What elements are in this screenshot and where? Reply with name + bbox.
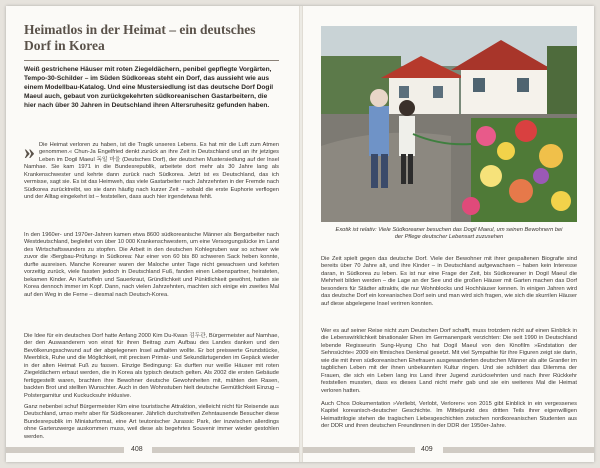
book-spread: [6, 6, 594, 462]
page-number-bar: [443, 447, 594, 453]
title-divider: [24, 60, 279, 61]
body-paragraph: Die Idee für ein deutsches Dorf hatte Anfang 2000 Kim Du-Kwan 김두관, Bürgermeister auf Namhae, der den Auswanderern von einst für ihren Beitrag zum Aufbau des Landes danken und den Bevölkerungsschwund auf der abgelegenen Insel aufhalten wollte. Er bot preiswerte Grundstücke, Meerblick, Ruhe und die Möglichkeit, mit precisen Primär- und Sekundärtugenden im Gepäck wieder in der alten Heimat Fuß zu fassen. Einzige Bedingung: Es durften nur weiße Häuser mit roten Ziegeldächern erbaut werden, die in Korea als typisch deutsch gelten. Als 2002 die ersten Gebäude fertiggestellt waren, brachten ihre Bewohner deutsche Gewohnheiten mit, mähten den Rasen, backten Brot und stellten Wunschter. Auch in den Wohnstuben hielt deutsche Gemütlichkeit Einzug – Polstergarnitur und Kuckucksuhr inklusive.: [24, 333, 279, 399]
page-number: 408: [131, 446, 143, 453]
body-paragraph: In den 1960er- und 1970er-Jahren kamen etwa 8600 südkoreanische Männer als Bergarbeiter nach Westdeutschland, begleitet von über 10 000 Krankenschwestern, um eine Versorgungslücke im Land des Wirtschaftswunders zu stopfen. Die Arbeit in den deutschen Kohlegruben war so schwer wie zuvor die ›Bergbau-Prüfung‹ in Südkorea: Nur einer von 60 bis 80 schweren Sack heben konnte, durfte ausreisen. Manche Koreaner waren der Maloche unter Tage nicht gewachsen und kehrten vorzeitig zurück, viele fassten jedoch in Deutschland Fuß, fanden einen Lebenspartner, heirateten, bekamen Kinder. An Kartoffeln und Sauerkraut, Gründlichkeit und Pünktlichkeit gewöhnt, hatten sie Korea dennoch immer im Kopf. Dann, nach vielen Jahrzehnten, machten sich einige ein zweites Mal auf den Weg in die Ferne – diesmal nach Deutsch-Korea.: [24, 232, 279, 298]
left-page: [6, 6, 299, 462]
body-paragraph: Ganz nebenbei schuf Bürgermeister Kim eine touristische Attraktion, vielleicht nicht für Reisende aus Deutschland, umso mehr aber für Südkoreaner. Jährlich durchstreifen Zehntausende Besucher diese Bundesrepublik im Miniaturformat, eine Art teutonischer Jurassic Park, der inzwischen allerdings ohne Gartenzwerge auskommen muss, weil diese als begehrtes Souvenir immer wieder gestohlen werden.: [24, 404, 279, 440]
body-paragraph: Die Zeit spielt gegen das deutsche Dorf. Viele der Bewohner mit ihrer gespaltenen Biografie sind bereits über 70 Jahre alt, und ihre Kinder – in Deutschland aufgewachsen – haben kein Interesse daran, in Südkorea zu leben. Es ist nur eine Frage der Zeit, bis Südkoreaner in Dogil Maeul die Mehrheit bilden werden – die Lage an der See und die großen Häuser mit Garten machen das Dorf besonders für Städter attraktiv, die nur Wohnblocks und Hochhäuser kennen. In einigen Jahren wird das deutsche Dorf ein koreanisches Dorf sein und man wird sich fragen, wie sich die skurrilen Häuser auf diese abgelegene Insel verirren konnten.: [321, 256, 577, 307]
right-page: [303, 6, 594, 462]
photo-caption: Exotik ist relativ: Viele Südkoreaner besuchen das Dogil Maeul, um seinen Bewohnern bei der Pflege deutscher Lebensart zuzusehen: [335, 227, 563, 241]
body-paragraph: Die Heimat verloren zu haben, ist die Tragik unseres Lebens. Es hat mir die Luft zum Atmen genommen.« Chun-Ja Engelfried denkt zurück an ihre Zeit in Deutschland und an ihr jetziges Leben im Dogil Maeul 독일 마을 (Deutsches Dorf), der deutschen Mustersiedlung auf der Insel Namhae. Sie kam 1971 in die Bundesrepublik, arbeitete dort mehr als 30 Jahre lang als Krankenschwester und kehrte dann zurück nach Südkorea. Jetzt ist es Deutschland, das ich vermisse, sagt sie. Es ist das Heimweh, das viele Gastarbeiter nach Jahrzehnten in der Fremde nach Südkorea zurücktreibt, wo sie dann häufig nach kurzer Zeit – sobald die erste Euphorie verflogen und der Alltag eingekehrt ist – feststellen, dass auch hier irgendetwas fehlt.: [24, 142, 279, 201]
quote-mark-icon: »: [24, 139, 35, 164]
page-number-bar: [303, 447, 415, 453]
page-number-bar: [152, 447, 299, 453]
page-title: Heimatlos in der Heimat – ein deutsches Dorf in Korea: [24, 22, 256, 53]
body-paragraph: Wer es auf seiner Reise nicht zum Deutschen Dorf schafft, muss trotzdem nicht auf einen Einblick in die Lebenswirklichkeit binationaler Ehen im Germanenpark verzichten: Die seit 1990 in Deutschland lebende Regisseurin Sung-Hyung Cho hat Dogil Maeul von den Kinofilm »Endstation der Sehnsüchte« 2009 ein filmisches Denkmal gesetzt. Mit viel Sympathie für ihre Figuren zeigt sie darin, wie die mit ihren südkoreanischen Ehefrauen ausgewanderten deutschen Männer als alte Grantler im tagblichen Leben mit der ihnen unbekannten Kultur ringen. Und sie schildert das Dilemma der Frauen, die sich ein Leben lang ins Land ihrer Jugend zurücksehnten und nach ihrer Rückkehr feststellen mussten, dass es dieses Land nicht mehr gab und sie ein weiteres Mal die Heimat verloren hatten.: [321, 328, 577, 394]
intro-paragraph: Weiß gestrichene Häuser mit roten Ziegeldächern, penibel gepflegte Vorgärten, Tempo-30-Schilder – im Süden Südkoreas steht ein Dorf, das aussieht wie aus einem Modellbau-Katalog. Und eine Mustersiedlung ist das deutsche Dorf Dogil Maeul auch, gebaut von zurückgekehrten südkoreanischen Gastarbeitern, die hier nach über 30 Jahren in Deutschland ihren Altersruhesitz gefunden haben.: [24, 66, 274, 109]
page-number-bar: [6, 447, 124, 453]
body-paragraph: Auch Chos Dokumentation »Verliebt, Verlobt, Verloren« von 2015 gibt Einblick in ein vergessenes Kapitel koreanisch-deutscher Geschichte. Im Mittelpunkt des dritten Teils ihrer eigenwilligen Heimattrilogie stehen die tragischen Liebesgeschichten zwischen nordkoreanischen Studenten aus der DDR und ihren deutschen Freundinnen in der DDR der 1950er-Jahre.: [321, 401, 577, 430]
body-block-1: [24, 139, 279, 202]
village-photo: [321, 26, 577, 222]
page-number: 409: [421, 446, 433, 453]
